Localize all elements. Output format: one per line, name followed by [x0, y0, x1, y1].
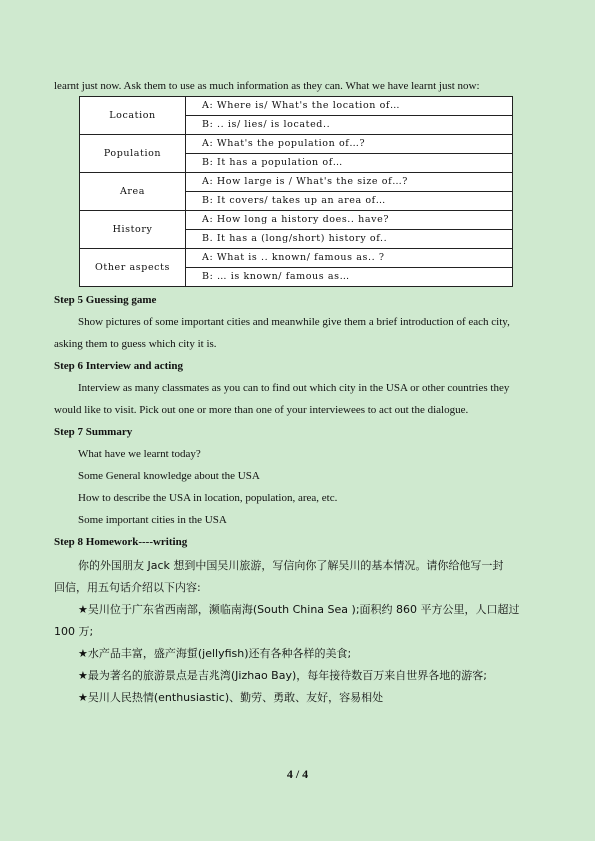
table-row [80, 173, 513, 211]
step6-text: Interview as many classmates as you can to find out which city in the USA or other countries they [78, 382, 510, 394]
table-row [80, 135, 513, 173]
topic-label: History [80, 211, 186, 249]
intro-text: learnt just now. Ask them to use as much information as they can. What we have learnt just now: [54, 80, 480, 92]
question-line: A: What's the population of…? [202, 138, 366, 149]
topic-label: Population [80, 135, 186, 173]
answer-line: B: .. is/ lies/ is located.. [186, 115, 512, 134]
question-line: A: How long a history does.. have? [202, 214, 390, 225]
homework-bullet: ★水产品丰富，盛产海蜇(jellyfish)还有各种各样的美食; [78, 647, 352, 660]
step5-text-cont: asking them to guess which city it is. [54, 338, 217, 350]
expression-cell [186, 173, 513, 211]
topic-label: Location [80, 97, 186, 135]
expression-cell [186, 97, 513, 135]
summary-item: What have we learnt today? [78, 448, 201, 460]
answer-line: B: … is known/ famous as… [186, 267, 512, 286]
answer-line: B: It covers/ takes up an area of… [186, 191, 512, 210]
table-row [80, 249, 513, 287]
step6-title: Step 6 Interview and acting [54, 360, 183, 372]
step6-text-cont: would like to visit. Pick out one or more than one of your interviewees to act out the dialogue. [54, 404, 469, 416]
answer-line: B: It has a population of… [186, 153, 512, 172]
homework-bullet: ★吴川人民热情(enthusiastic)、勤劳、勇敢、友好，容易相处 [78, 691, 384, 704]
summary-item: How to describe the USA in location, population, area, etc. [78, 492, 338, 504]
homework-text: 你的外国朋友 Jack 想到中国吴川旅游，写信向你了解吴川的基本情况。请你给他写一封 [78, 559, 504, 572]
summary-item: Some General knowledge about the USA [78, 470, 260, 482]
step5-title: Step 5 Guessing game [54, 294, 157, 306]
answer-line: B. It has a (long/short) history of.. [186, 229, 512, 248]
step5-text: Show pictures of some important cities and meanwhile give them a brief introduction of each city, [78, 316, 510, 328]
question-line: A: Where is/ What's the location of… [202, 100, 401, 111]
expressions-table [79, 96, 513, 287]
homework-text-cont: 回信，用五句话介绍以下内容: [54, 581, 201, 594]
expression-cell [186, 211, 513, 249]
step7-title: Step 7 Summary [54, 426, 133, 438]
expression-cell [186, 249, 513, 287]
homework-bullet: ★吴川位于广东省西南部，濒临南海(South China Sea );面积约 860 平方公里，人口超过 [78, 603, 520, 616]
expression-cell [186, 135, 513, 173]
question-line: A: How large is / What's the size of…? [202, 176, 408, 187]
topic-label: Other aspects [80, 249, 186, 287]
table-row [80, 211, 513, 249]
table-row [80, 97, 513, 135]
homework-bullet: ★最为著名的旅游景点是吉兆湾(Jizhao Bay)，每年接待数百万来自世界各地的游客; [78, 669, 487, 682]
summary-item: Some important cities in the USA [78, 514, 227, 526]
step8-title: Step 8 Homework----writing [54, 536, 188, 548]
homework-bullet-cont: 100 万; [54, 625, 94, 638]
topic-label: Area [80, 173, 186, 211]
page-number: 4 / 4 [286, 767, 309, 781]
question-line: A: What is .. known/ famous as.. ? [202, 252, 385, 263]
